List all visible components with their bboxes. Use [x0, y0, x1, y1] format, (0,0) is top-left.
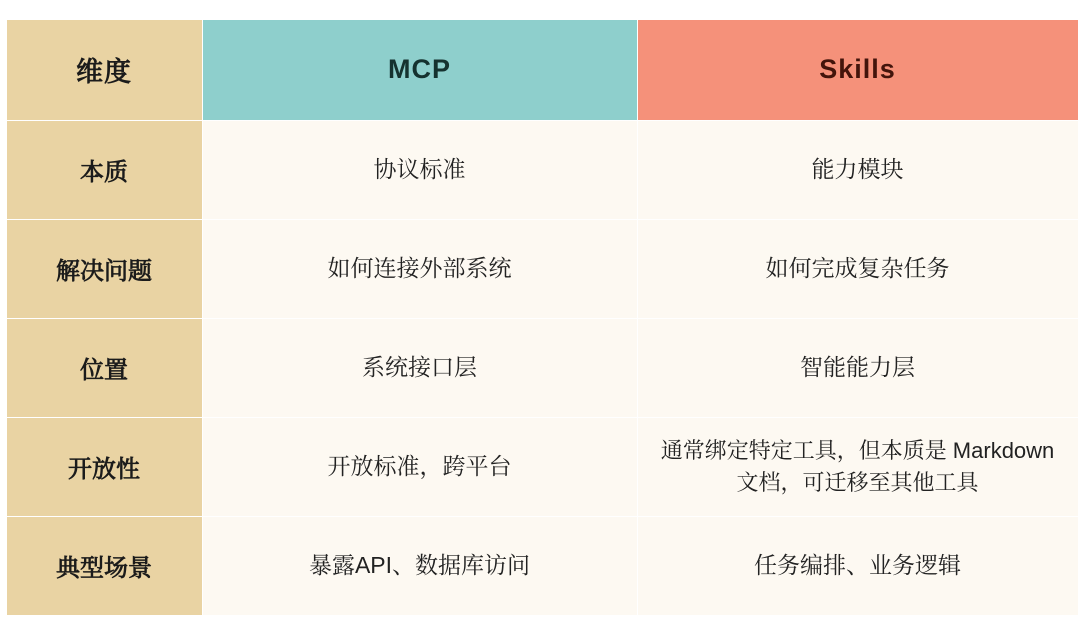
cell-skills-problem: 如何完成复杂任务 — [637, 219, 1078, 318]
table-row — [6, 219, 1078, 318]
table-row — [6, 417, 1078, 516]
column-header-dimension: 维度 — [6, 19, 202, 120]
row-label-scenarios: 典型场景 — [6, 516, 202, 615]
row-label-essence: 本质 — [6, 120, 202, 219]
cell-mcp-position: 系统接口层 — [202, 318, 637, 417]
row-label-position: 位置 — [6, 318, 202, 417]
cell-mcp-openness: 开放标准，跨平台 — [202, 417, 637, 516]
table-row — [6, 318, 1078, 417]
table-row — [6, 516, 1078, 615]
column-header-mcp: MCP — [202, 19, 637, 120]
cell-skills-position: 智能能力层 — [637, 318, 1078, 417]
cell-mcp-problem: 如何连接外部系统 — [202, 219, 637, 318]
mcp-skills-comparison-table — [6, 19, 1079, 616]
table-header-row — [6, 19, 1078, 120]
cell-skills-essence: 能力模块 — [637, 120, 1078, 219]
cell-skills-openness: 通常绑定特定工具，但本质是 Markdown文档，可迁移至其他工具 — [637, 417, 1078, 516]
cell-mcp-essence: 协议标准 — [202, 120, 637, 219]
row-label-problem: 解决问题 — [6, 219, 202, 318]
cell-skills-scenarios: 任务编排、业务逻辑 — [637, 516, 1078, 615]
row-label-openness: 开放性 — [6, 417, 202, 516]
column-header-skills: Skills — [637, 19, 1078, 120]
table-row — [6, 120, 1078, 219]
cell-mcp-scenarios: 暴露API、数据库访问 — [202, 516, 637, 615]
